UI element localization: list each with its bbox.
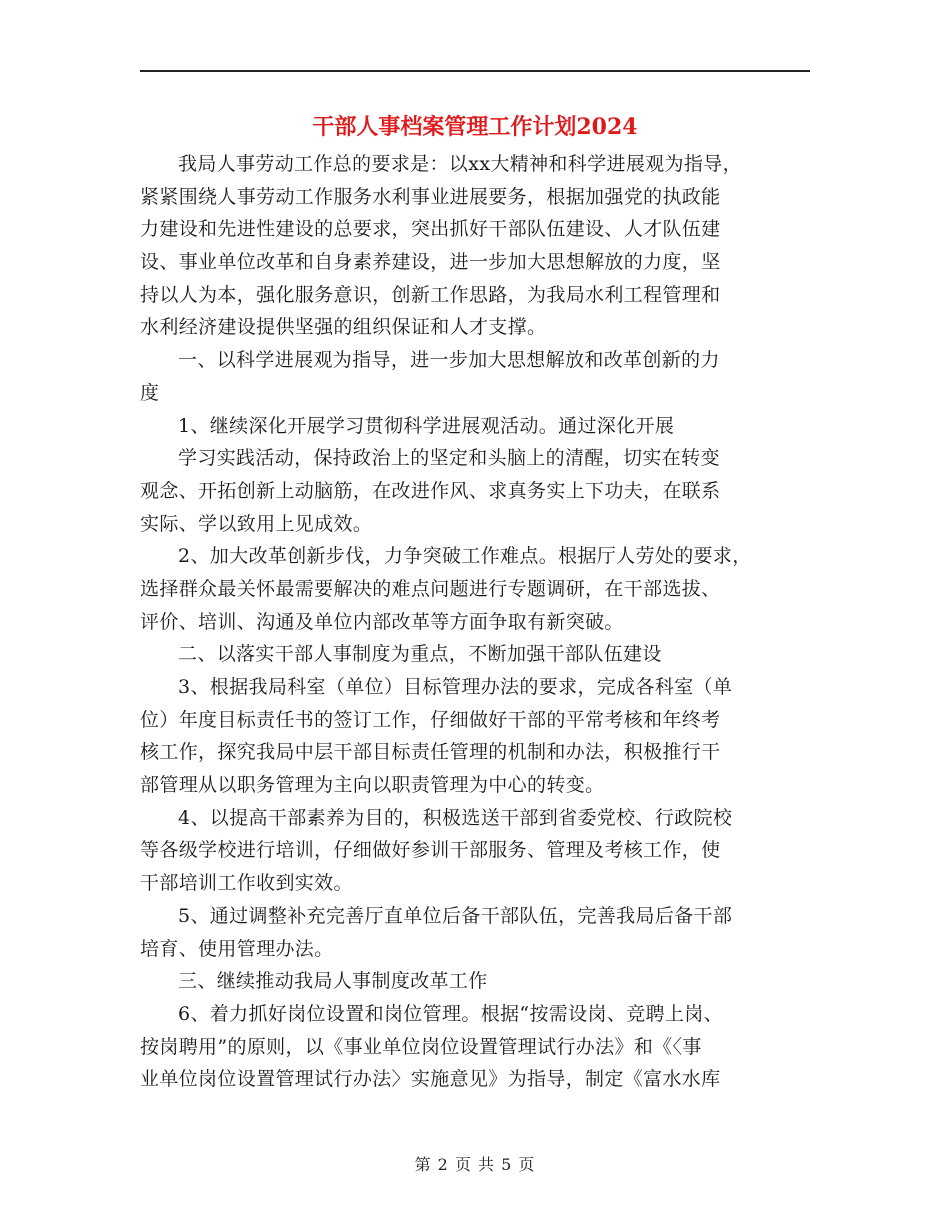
paragraph-line: 力建设和先进性建设的总要求，突出抓好干部队伍建设、人才队伍建 — [140, 218, 721, 241]
paragraph-line: 紧紧围绕人事劳动工作服务水利事业进展要务，根据加强党的执政能 — [140, 185, 721, 208]
section-heading-line: 度 — [140, 381, 160, 404]
document-title: 干部人事档案管理工作计划2024 — [312, 114, 638, 140]
paragraph-line: 等各级学校进行培训，仔细做好参训干部服务、管理及考核工作，使 — [140, 839, 721, 862]
page-number: 第 2 页 共 5 页 — [414, 1155, 536, 1174]
header-rule — [140, 70, 810, 72]
paragraph-line: 设、事业单位改革和自身素养建设，进一步加大思想解放的力度，坚 — [140, 251, 721, 274]
paragraph-line: 水利经济建设提供坚强的组织保证和人才支撑。 — [140, 316, 547, 339]
paragraph-line: 4、以提高干部素养为目的，积极选送干部到省委党校、行政院校 — [178, 806, 733, 829]
paragraph-line: 学习实践活动，保持政治上的坚定和头脑上的清醒，切实在转变 — [178, 447, 720, 470]
section-heading-line: 一、以科学进展观为指导，进一步加大思想解放和改革创新的力 — [178, 349, 720, 372]
paragraph-line: 3、根据我局科室（单位）目标管理办法的要求，完成各科室（单 — [178, 676, 733, 698]
paragraph-line: 6、着力抓好岗位设置和岗位管理。根据“按需设岗、竞聘上岗、 — [178, 1002, 723, 1025]
paragraph-line: 培育、使用管理办法。 — [140, 937, 334, 960]
document-body — [140, 148, 812, 1096]
paragraph-line: 部管理从以职务管理为主向以职责管理为中心的转变。 — [140, 774, 605, 797]
section-heading-line: 三、继续推动我局人事制度改革工作 — [178, 970, 488, 993]
paragraph-line: 选择群众最关怀最需要解决的难点问题进行专题调研，在干部选拔、 — [140, 577, 721, 600]
paragraph-line: 2、加大改革创新步伐，力争突破工作难点。根据厅人劳处的要求， — [178, 545, 752, 568]
paragraph-line: 持以人为本，强化服务意识，创新工作思路，为我局水利工程管理和 — [140, 283, 721, 306]
paragraph-line: 按岗聘用”的原则，以《事业单位岗位设置管理试行办法》和《〈事 — [140, 1035, 702, 1058]
paragraph-line: 干部培训工作收到实效。 — [140, 872, 353, 895]
paragraph-line: 1、继续深化开展学习贯彻科学进展观活动。通过深化开展 — [178, 414, 675, 437]
paragraph-line: 我局人事劳动工作总的要求是：以xx大精神和科学进展观为指导， — [178, 153, 742, 175]
paragraph-line: 实际、学以致用上见成效。 — [140, 512, 373, 535]
paragraph-line: 评价、培训、沟通及单位内部改革等方面争取有新突破。 — [140, 610, 624, 633]
paragraph-line: 观念、开拓创新上动脑筋，在改进作风、求真务实上下功夫，在联系 — [140, 479, 721, 502]
paragraph-line: 核工作，探究我局中层干部目标责任管理的机制和办法，积极推行干 — [140, 741, 721, 764]
paragraph-line: 5、通过调整补充完善厅直单位后备干部队伍，完善我局后备干部 — [178, 904, 733, 927]
paragraph-line: 业单位岗位设置管理试行办法〉实施意见》为指导，制定《富水水库 — [140, 1068, 721, 1091]
section-heading-line: 二、以落实干部人事制度为重点，不断加强干部队伍建设 — [178, 643, 662, 666]
paragraph-line: 位）年度目标责任书的签订工作，仔细做好干部的平常考核和年终考 — [140, 708, 721, 731]
